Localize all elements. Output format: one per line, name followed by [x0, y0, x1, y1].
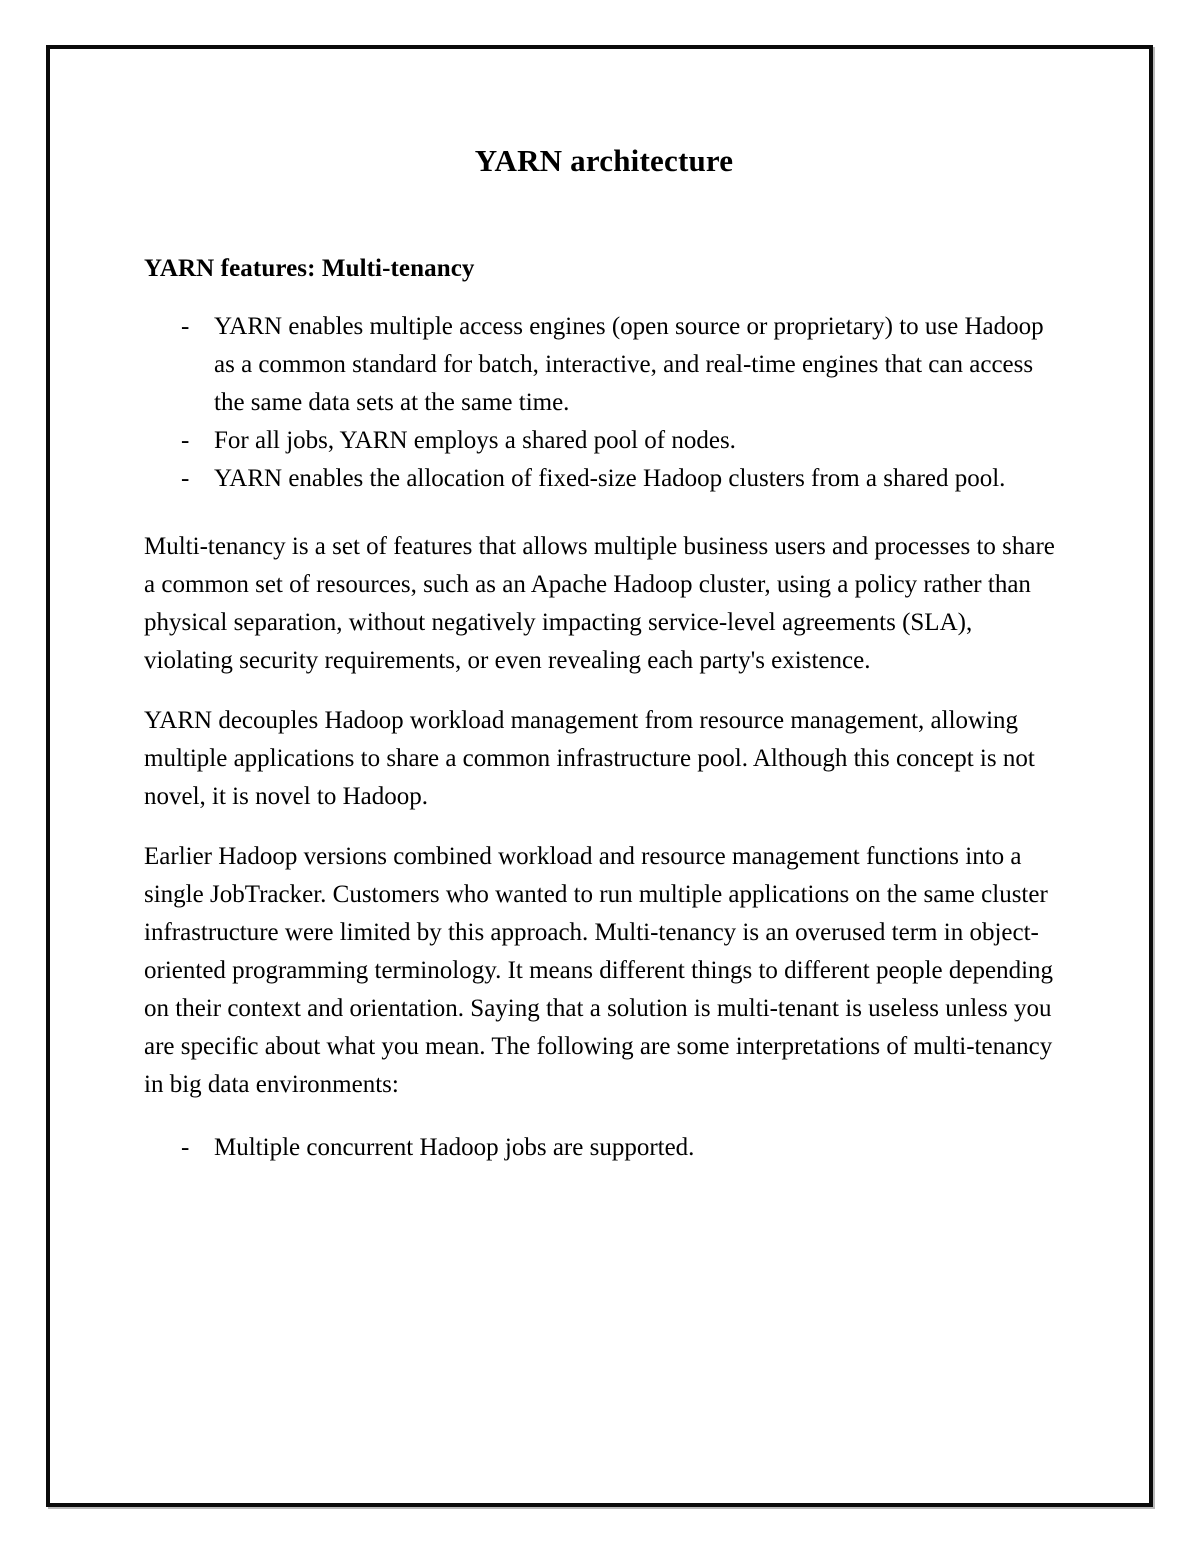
list-item-text: For all jobs, YARN employs a shared pool of nodes.: [214, 427, 736, 455]
list-item-text: YARN enables multiple access engines (open source or proprietary) to use Hadoop as a common standard for batch, interactive, and real-time engines that can access the same data sets at the same time.: [214, 313, 1044, 417]
paragraph-earlier-hadoop-versions: Earlier Hadoop versions combined workload and resource management functions into a single JobTracker. Customers who wanted to run multiple applications on the same cluster infrastructure were limited by this approach. Multi-tenancy is an overused term in object-oriented programming terminology. It means different things to different people depending on their context and orientation. Saying that a solution is multi-tenant is useless unless you are specific about what you mean. The following are some interpretations of multi-tenancy in big data environments:: [144, 843, 1054, 1099]
bullet-marker-icon: -: [181, 427, 190, 455]
page-border-frame: [46, 45, 1153, 1507]
bullet-marker-icon: -: [181, 465, 190, 493]
feature-bullet-list: [144, 284, 1064, 498]
paragraph-yarn-decoupling: YARN decouples Hadoop workload management from resource management, allowing multiple applications to share a common infrastructure pool. Although this concept is not novel, it is novel to Hadoop.: [144, 707, 1035, 811]
list-item: [144, 460, 1064, 498]
document-content: [144, 134, 1064, 1167]
page-title: YARN architecture: [474, 143, 734, 178]
list-item: [144, 308, 1064, 422]
bullet-marker-icon: -: [181, 1134, 190, 1162]
list-item-text: Multiple concurrent Hadoop jobs are supported.: [214, 1134, 695, 1162]
list-item: [144, 422, 1064, 460]
section-heading-yarn-features: YARN features: Multi-tenancy: [144, 255, 475, 283]
interpretation-bullet-list: [144, 1104, 1064, 1167]
list-item: [144, 1129, 1064, 1167]
list-item-text: YARN enables the allocation of fixed-size Hadoop clusters from a shared pool.: [214, 465, 1006, 493]
bullet-marker-icon: -: [181, 313, 190, 341]
paragraph-multi-tenancy-definition: Multi-tenancy is a set of features that allows multiple business users and processes to share a common set of resources, such as an Apache Hadoop cluster, using a policy rather than physical separation, without negatively impacting service-level agreements (SLA), violating security requirements, or even revealing each party's existence.: [144, 533, 1055, 675]
